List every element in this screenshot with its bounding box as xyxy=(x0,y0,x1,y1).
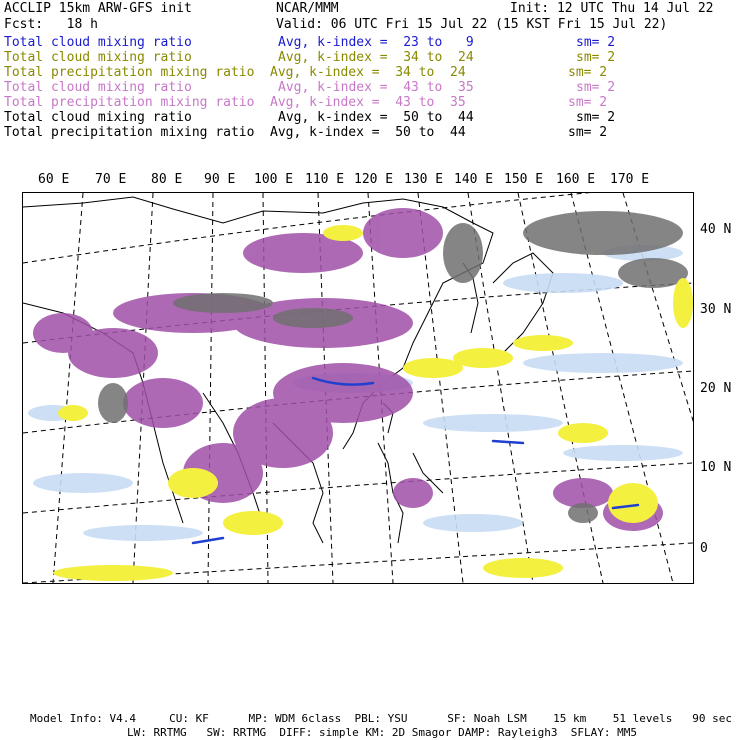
lon-label: 130 E xyxy=(404,172,444,187)
forecast-hour: Fcst: 18 h xyxy=(4,17,98,32)
organization-label: NCAR/MMM xyxy=(276,1,339,16)
lon-label: 150 E xyxy=(504,172,544,187)
legend-avg: Avg, k-index = 50 to 44 xyxy=(270,125,466,140)
legend-sm: sm= 2 xyxy=(576,35,616,50)
model-physics-line: LW: RRTMG SW: RRTMG DIFF: simple KM: 2D Smagor DAMP: Rayleigh3 SFLAY: MM5 xyxy=(127,726,637,739)
legend-sm: sm= 2 xyxy=(576,80,616,95)
legend-field: Total precipitation mixing ratio xyxy=(4,95,255,110)
legend-field: Total cloud mixing ratio xyxy=(4,50,192,65)
legend-sm: sm= 2 xyxy=(568,65,608,80)
legend-field: Total cloud mixing ratio xyxy=(4,110,192,125)
legend-avg: Avg, k-index = 43 to 35 xyxy=(278,80,474,95)
lon-label: 70 E xyxy=(95,172,127,187)
map-canvas xyxy=(23,193,693,583)
lat-label: 30 N xyxy=(700,302,732,317)
legend-field: Total precipitation mixing ratio xyxy=(4,65,255,80)
lon-label: 60 E xyxy=(38,172,70,187)
legend-sm: sm= 2 xyxy=(576,110,616,125)
legend-avg: Avg, k-index = 50 to 44 xyxy=(278,110,474,125)
legend-field: Total cloud mixing ratio xyxy=(4,35,192,50)
lon-label: 140 E xyxy=(454,172,494,187)
legend-sm: sm= 2 xyxy=(568,125,608,140)
legend-avg: Avg, k-index = 34 to 24 xyxy=(278,50,474,65)
lon-label: 110 E xyxy=(305,172,345,187)
legend-avg: Avg, k-index = 43 to 35 xyxy=(270,95,466,110)
lon-label: 170 E xyxy=(610,172,650,187)
lat-label: 0 xyxy=(700,541,708,556)
lon-label: 160 E xyxy=(556,172,596,187)
lon-label: 100 E xyxy=(254,172,294,187)
lat-label: 10 N xyxy=(700,460,732,475)
lat-label: 20 N xyxy=(700,381,732,396)
model-info-line: Model Info: V4.4 CU: KF MP: WDM 6class PBL: YSU SF: Noah LSM 15 km 51 levels 90 sec xyxy=(30,712,732,725)
valid-time: Valid: 06 UTC Fri 15 Jul 22 (15 KST Fri 15 Jul 22) xyxy=(276,17,668,32)
lon-label: 120 E xyxy=(354,172,394,187)
legend-sm: sm= 2 xyxy=(576,50,616,65)
legend-sm: sm= 2 xyxy=(568,95,608,110)
map-panel xyxy=(22,192,694,584)
legend-field: Total precipitation mixing ratio xyxy=(4,125,255,140)
legend-avg: Avg, k-index = 34 to 24 xyxy=(270,65,466,80)
lat-label: 40 N xyxy=(700,222,732,237)
legend-avg: Avg, k-index = 23 to 9 xyxy=(278,35,474,50)
init-time: Init: 12 UTC Thu 14 Jul 22 xyxy=(510,1,714,16)
legend-field: Total cloud mixing ratio xyxy=(4,80,192,95)
lon-label: 90 E xyxy=(204,172,236,187)
plot-title: ACCLIP 15km ARW-GFS init xyxy=(4,1,192,16)
lon-label: 80 E xyxy=(151,172,183,187)
